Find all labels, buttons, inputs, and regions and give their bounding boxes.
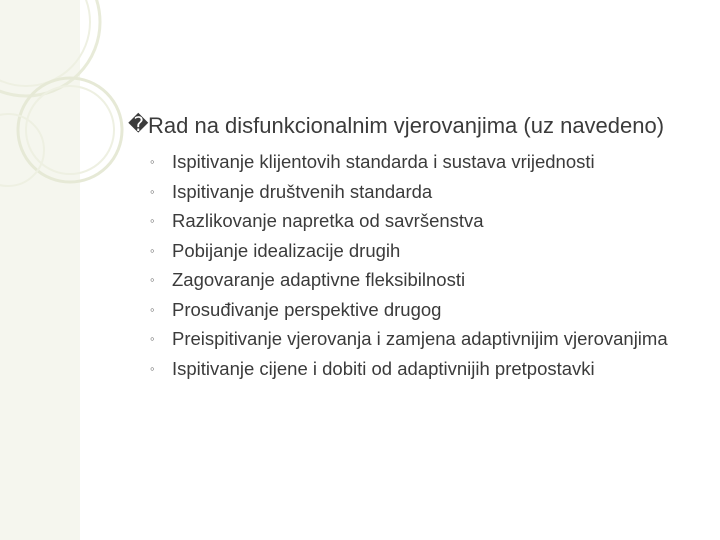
sub-bullet-marker: ◦ <box>150 154 155 169</box>
sub-bullet-marker: ◦ <box>150 301 155 317</box>
sub-bullet-item <box>128 181 688 203</box>
slide-content <box>128 112 688 387</box>
sub-bullet-text: Ispitivanje cijene i dobiti od adaptivnijih pretpostavki <box>172 357 595 379</box>
sub-bullet-text: Ispitivanje klijentovih standarda i sustava vrijednosti <box>172 151 595 172</box>
sub-bullet-text: Ispitivanje društvenih standarda <box>172 180 433 202</box>
sub-bullet-text: Preispitivanje vjerovanja i zamjena adaptivnijim vjerovanjima <box>172 328 668 349</box>
sub-bullet-list <box>128 151 688 379</box>
decorative-circles-graphic <box>0 0 140 220</box>
sub-bullet-marker: ◦ <box>150 331 155 346</box>
main-bullet-item <box>128 112 688 139</box>
sub-bullet-item <box>128 269 688 291</box>
sub-bullet-text: Zagovaranje adaptivne fleksibilnosti <box>172 269 466 290</box>
sub-bullet-item <box>128 210 688 232</box>
sub-bullet-item <box>128 151 688 173</box>
sub-bullet-marker: ◦ <box>150 242 155 258</box>
sub-bullet-marker: ◦ <box>150 213 155 228</box>
sub-bullet-item <box>128 299 688 321</box>
sub-bullet-text: Razlikovanje napretka od savršenstva <box>172 210 484 231</box>
sub-bullet-text: Prosuđivanje perspektive drugog <box>172 298 442 320</box>
sub-bullet-marker: ◦ <box>150 360 155 376</box>
main-bullet-text: Rad na disfunkcionalnim vjerovanjima (uz navedeno) <box>148 113 665 138</box>
sub-bullet-marker: ◦ <box>150 272 155 287</box>
main-bullet-marker: � <box>128 114 149 136</box>
sub-bullet-item <box>128 328 688 350</box>
sub-bullet-item <box>128 358 688 380</box>
sub-bullet-text: Pobijanje idealizacije drugih <box>172 239 401 261</box>
sub-bullet-marker: ◦ <box>150 183 155 199</box>
sub-bullet-item <box>128 240 688 262</box>
